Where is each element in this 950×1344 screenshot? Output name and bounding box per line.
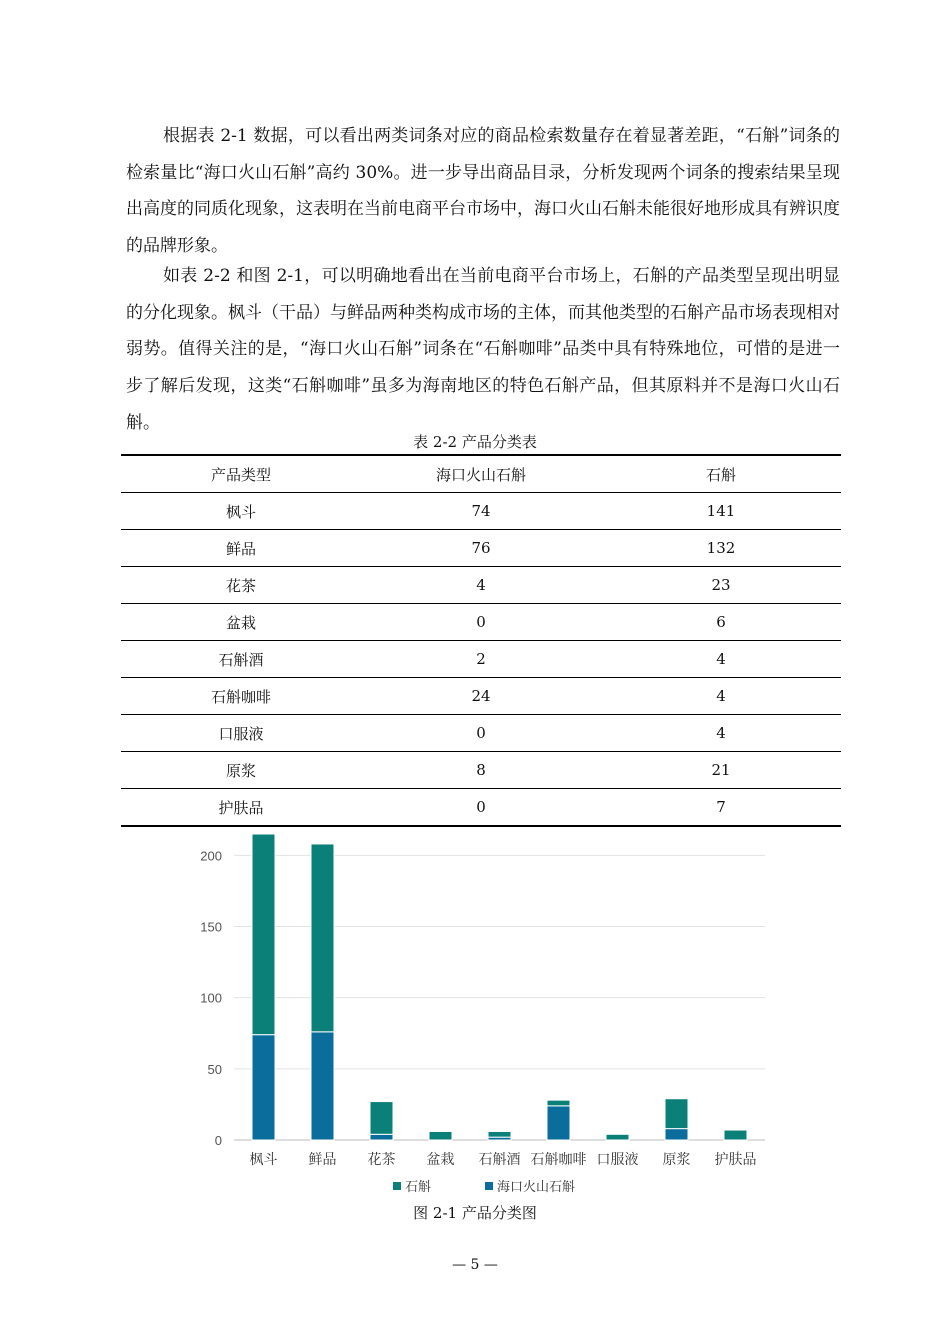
table-cell: 132 [706,539,736,557]
table-cell: 0 [476,724,486,742]
y-tick-label: 50 [207,1061,222,1077]
bar-segment [547,1106,570,1140]
table-header-cell: 石斛 [705,465,736,484]
table-row [121,789,841,827]
table-cell: 21 [711,761,731,779]
bar-segment [665,1129,688,1140]
x-tick-label: 石斛咖啡 [530,1152,587,1168]
y-tick-label: 100 [200,990,222,1006]
x-tick-label: 鲜品 [308,1152,337,1168]
table-caption: 表 2-2 产品分类表 [413,433,537,451]
figure-caption: 图 2-1 产品分类图 [413,1204,537,1222]
y-tick-label: 150 [200,919,222,935]
table-cell: 7 [716,798,726,816]
table-cell: 8 [476,761,486,779]
table-cell: 枫斗 [225,502,256,521]
bar-segment [547,1100,570,1106]
legend-label: 海口火山石斛 [497,1180,576,1195]
bar-segment [724,1130,747,1140]
bar-segment [370,1134,393,1140]
table-cell: 0 [476,798,486,816]
body-paragraph: 根据表 2-1 数据，可以看出两类词条对应的商品检索数量存在着显著差距，“石斛”词条的检索量比“海口火山石斛”高约 30%。进一步导出商品目录，分析发现两个词条的搜索结果呈现出高度的同质化现象，这表明在当前电商平台市场中，海口火山石斛未能很好地形成具有辨识度的品牌形象。 [126,126,840,257]
legend-swatch [393,1182,401,1190]
table-cell: 23 [711,576,731,594]
table-cell: 4 [716,687,726,705]
table-row [121,493,841,530]
bar-segment [429,1131,452,1140]
product-category-table [121,454,841,827]
table-cell: 76 [471,539,491,557]
x-tick-label: 枫斗 [249,1152,278,1168]
bar-segment [606,1134,629,1140]
table-row [121,567,841,604]
table-cell: 6 [716,613,726,631]
table-cell: 24 [471,687,491,705]
x-tick-label: 石斛酒 [478,1152,521,1168]
table-cell: 4 [716,724,726,742]
table-cell: 74 [471,502,491,520]
legend-label: 石斛 [405,1180,432,1195]
table-cell: 花茶 [225,576,256,595]
table-row [121,641,841,678]
table-cell: 石斛咖啡 [210,687,271,706]
legend-swatch [485,1182,493,1190]
table-header-cell: 产品类型 [210,465,271,484]
table-cell: 4 [476,576,486,594]
x-tick-label: 原浆 [662,1152,691,1168]
bar-segment [252,1035,275,1140]
table-header-row [121,455,841,493]
table-cell: 盆栽 [225,613,256,632]
x-tick-label: 护肤品 [714,1152,757,1168]
y-tick-label: 0 [214,1133,222,1148]
x-tick-label: 口服液 [596,1152,639,1168]
table-cell: 141 [706,502,736,520]
bar-segment [311,844,334,1032]
table-cell: 2 [476,650,486,668]
table-row [121,715,841,752]
table-cell: 护肤品 [218,798,264,817]
x-tick-label: 盆栽 [426,1152,455,1168]
y-tick-label: 200 [200,848,222,864]
table-body [121,493,841,827]
table-cell: 4 [716,650,726,668]
product-category-chart [190,828,780,1206]
bar-segment [370,1102,393,1135]
table-cell: 原浆 [225,761,256,780]
table-row [121,530,841,567]
bar-segment [665,1099,688,1129]
bar-segment [488,1131,511,1137]
x-tick-label: 花茶 [367,1152,396,1168]
table-row [121,752,841,789]
table-cell: 石斛酒 [218,650,264,669]
bar-segment [311,1032,334,1140]
table-row [121,604,841,641]
body-paragraph: 如表 2-2 和图 2-1，可以明确地看出在当前电商平台市场上，石斛的产品类型呈现出明显的分化现象。枫斗（干品）与鲜品两种类构成市场的主体，而其他类型的石斛产品市场表现相对弱势。值得关注的是，“海口火山石斛”词条在“石斛咖啡”品类中具有特殊地位，可惜的是进一步了解后发现，这类“石斛咖啡”虽多为海南地区的特色石斛产品，但其原料并不是海口火山石斛。 [126,266,840,433]
table-row [121,678,841,715]
table-cell: 0 [476,613,486,631]
table-header-cell: 海口火山石斛 [435,465,526,484]
bar-segment [252,834,275,1035]
table-cell: 口服液 [218,724,264,743]
page-number: — 5 — [452,1257,498,1273]
table-cell: 鲜品 [225,539,256,558]
